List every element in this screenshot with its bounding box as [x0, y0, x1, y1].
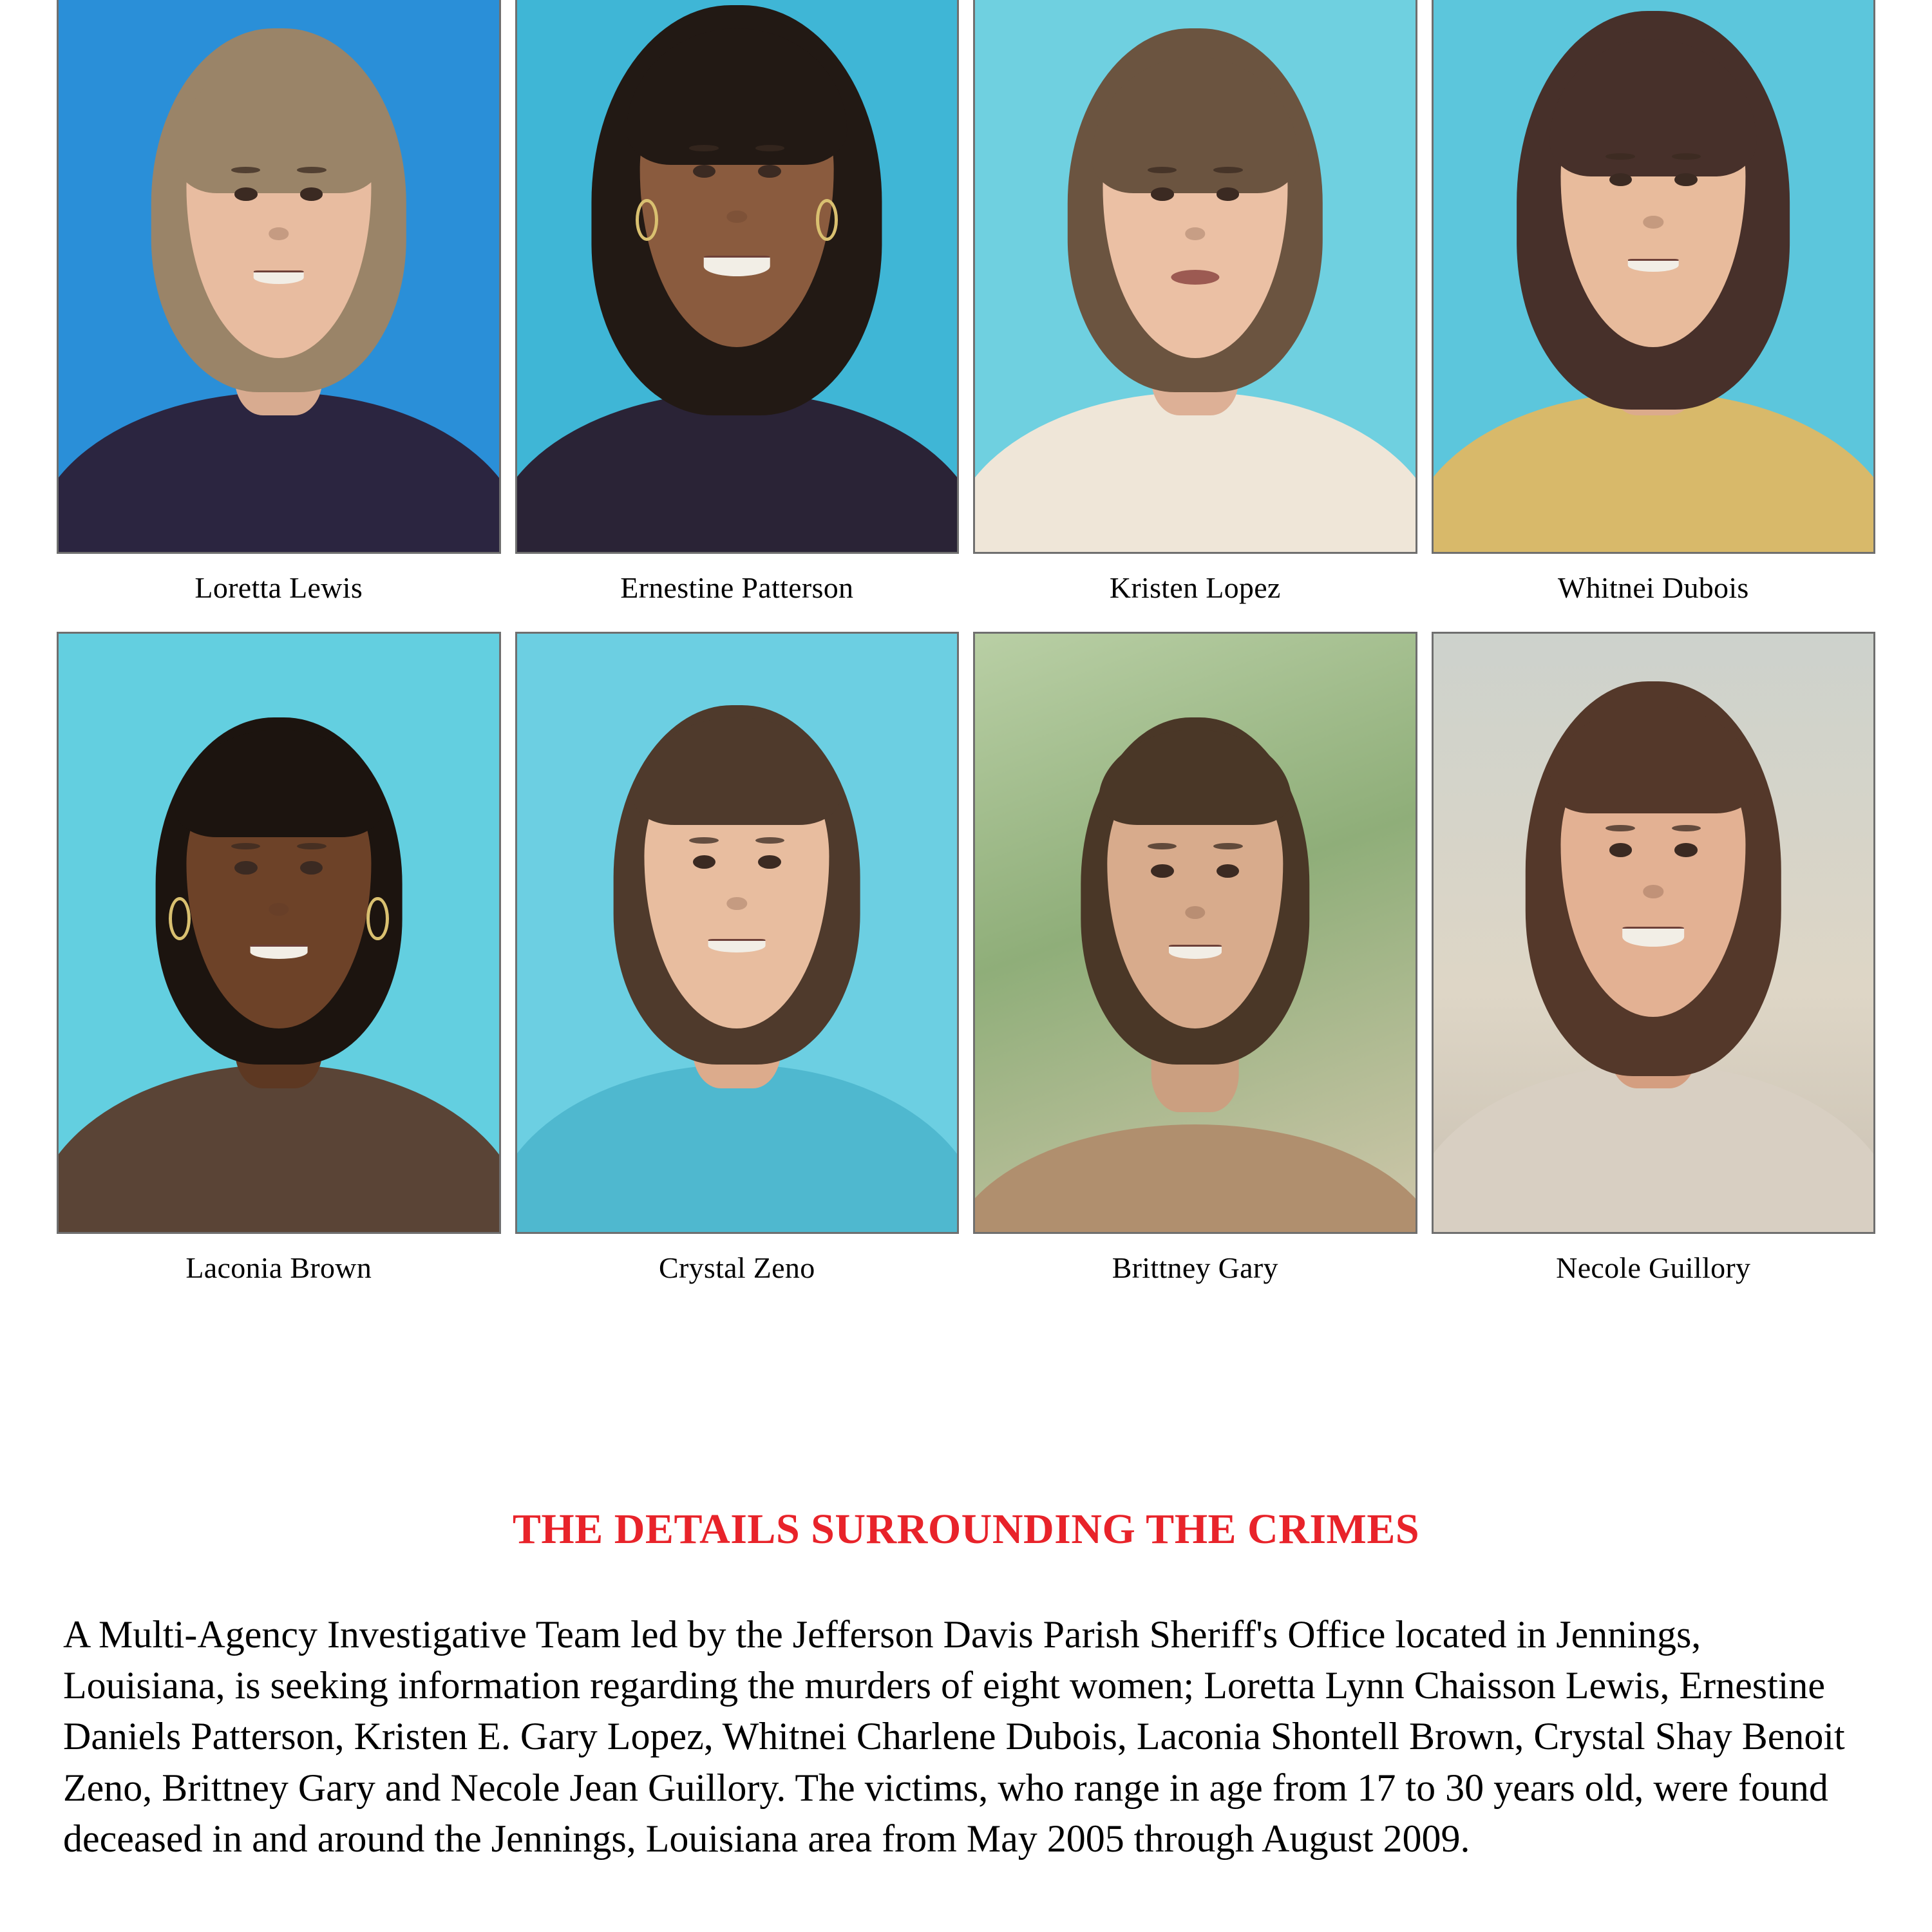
shoulders — [973, 1124, 1417, 1234]
hair-top — [634, 717, 840, 825]
victim-name-caption: Kristen Lopez — [1109, 571, 1281, 604]
mouth — [1169, 945, 1222, 959]
victim-cell — [515, 0, 960, 632]
hair-top — [1098, 730, 1292, 826]
eye-right — [1217, 864, 1240, 878]
victim-photo — [973, 0, 1417, 554]
victim-name-caption: Loretta Lewis — [194, 571, 363, 604]
victim-photo — [1432, 632, 1876, 1234]
eye-left — [1151, 864, 1174, 878]
mouth — [708, 939, 766, 953]
shoulders — [515, 1065, 960, 1234]
victim-photo-grid-row-2 — [57, 632, 1875, 1312]
eyebrow-left — [689, 145, 718, 151]
mouth — [1171, 270, 1219, 285]
victim-photo — [515, 0, 960, 554]
eyebrow-right — [755, 145, 784, 151]
eye-right — [758, 855, 781, 869]
portrait-figure — [975, 634, 1416, 1232]
eye-right — [300, 187, 323, 200]
victim-name-caption: Laconia Brown — [185, 1251, 372, 1284]
eye-right — [1217, 187, 1240, 200]
victim-name-caption: Brittney Gary — [1112, 1251, 1278, 1284]
victim-photo-grid-row-1 — [57, 0, 1875, 632]
eye-left — [234, 187, 258, 200]
portrait-figure — [59, 634, 499, 1232]
earring-right — [816, 199, 838, 241]
mouth — [1628, 259, 1679, 272]
earring-right — [366, 897, 389, 941]
eye-right — [1674, 173, 1698, 186]
victim-name-caption: Whitnei Dubois — [1557, 571, 1749, 604]
victim-cell — [515, 632, 960, 1312]
eyebrow-left — [1605, 153, 1634, 160]
eye-left — [1609, 843, 1633, 857]
body-paragraph: A Multi-Agency Investigative Team led by the Jefferson Davis Parish Sheriff's Office located in Jennings, Louisiana, is seeking information regarding the murders of eight women; Loretta Lynn Chaisson Lewis, Ernestine Daniels Patterson, Kristen E. Gary Lopez, Whitnei Charlene Dubois, Laconia Shontell Brown, Crystal Shay Benoit Zeno, Brittney Gary and Necole Jean Guillory. The victims, who range in age from 17 to 30 years old, were found deceased in and around the Jennings, Louisiana area from May 2005 through August 2009. — [63, 1613, 1845, 1860]
earring-left — [636, 199, 658, 241]
eyebrow-right — [1213, 167, 1242, 173]
victim-cell — [973, 632, 1417, 1312]
victim-photo — [1432, 0, 1876, 554]
shoulders — [515, 392, 960, 554]
portrait-figure — [1434, 634, 1874, 1232]
victim-photo — [515, 632, 960, 1234]
victim-name-caption: Crystal Zeno — [659, 1251, 815, 1284]
victim-cell — [973, 0, 1417, 632]
shoulders — [1432, 1065, 1876, 1234]
eyebrow-right — [755, 837, 784, 844]
shoulders — [1432, 392, 1876, 554]
shoulders — [973, 392, 1417, 554]
shoulders — [57, 1065, 501, 1234]
victim-photo — [57, 0, 501, 554]
mouth — [253, 270, 304, 284]
portrait-figure — [517, 0, 958, 552]
shoulders — [57, 392, 501, 554]
mouth — [250, 945, 307, 959]
mouth — [1622, 927, 1684, 947]
portrait-figure — [517, 634, 958, 1232]
hair-top — [175, 730, 382, 837]
victim-cell — [57, 0, 501, 632]
eye-left — [1151, 187, 1174, 200]
portrait-figure — [59, 0, 499, 552]
victim-cell — [57, 632, 501, 1312]
victim-cell — [1432, 0, 1876, 632]
victim-photo — [57, 632, 501, 1234]
victim-name-caption: Necole Guillory — [1556, 1251, 1751, 1284]
eyebrow-right — [297, 167, 326, 173]
eyebrow-right — [1672, 153, 1701, 160]
portrait-figure — [1434, 0, 1874, 552]
mouth — [704, 256, 770, 276]
section-title: THE DETAILS SURROUNDING THE CRIMES — [512, 1506, 1420, 1553]
victim-photo — [973, 632, 1417, 1234]
victim-name-caption: Ernestine Patterson — [620, 571, 854, 604]
eye-right — [758, 165, 781, 178]
portrait-figure — [975, 0, 1416, 552]
eye-right — [1674, 843, 1698, 857]
victim-cell — [1432, 632, 1876, 1312]
eyebrow-left — [689, 837, 718, 844]
